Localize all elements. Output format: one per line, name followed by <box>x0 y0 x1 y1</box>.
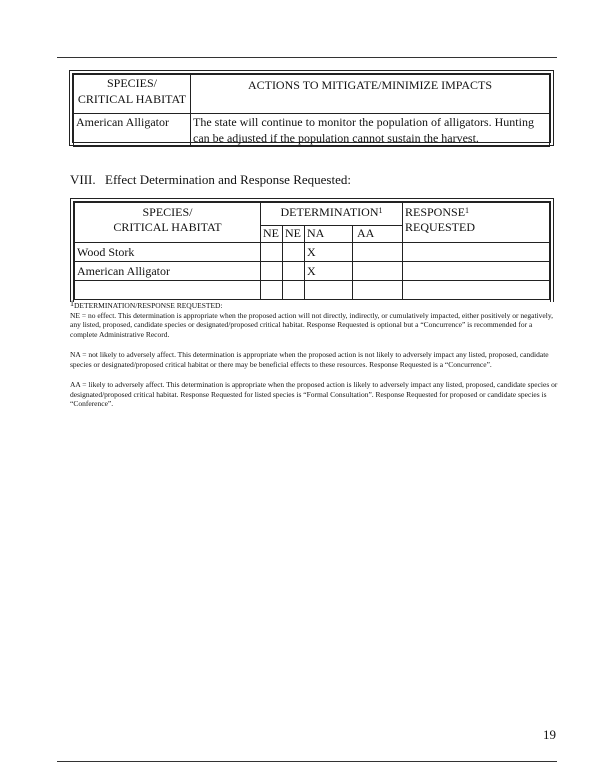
action-cell: The state will continue to monitor the population of alligators. Hunting can be adjusted if the population cannot sustain the harvest. <box>191 114 550 147</box>
aa-cell <box>353 262 403 281</box>
subheader-ne: NE <box>283 226 305 243</box>
species-cell: American Alligator <box>75 262 261 281</box>
aa-cell <box>353 281 403 300</box>
table-row <box>75 243 550 262</box>
aa-cell <box>353 243 403 262</box>
footnote-mark: 1 <box>378 206 383 215</box>
page-number: 19 <box>543 727 556 742</box>
na-cell: X <box>305 243 353 262</box>
ne-cell <box>261 281 283 300</box>
determination-header: DETERMINATION <box>280 205 379 219</box>
subheader-na: NA <box>305 226 353 243</box>
response-cell <box>403 281 550 300</box>
notes-label: 1DETERMINATION/RESPONSE REQUESTED: <box>70 299 223 310</box>
ne-cell <box>283 281 305 300</box>
species-header-line2: CRITICAL HABITAT <box>113 220 222 234</box>
na-cell: X <box>305 262 353 281</box>
section-title: Effect Determination and Response Requested: <box>105 172 351 187</box>
species-cell: Wood Stork <box>75 243 261 262</box>
top-rule <box>57 57 557 58</box>
ne-cell <box>261 243 283 262</box>
mitigation-table <box>69 70 554 146</box>
determination-header-cell <box>261 203 403 226</box>
table-row <box>74 114 550 147</box>
response-cell <box>403 243 550 262</box>
bottom-rule <box>57 761 557 762</box>
ne-cell <box>261 262 283 281</box>
determination-notes <box>70 301 560 420</box>
actions-header-cell: ACTIONS TO MITIGATE/MINIMIZE IMPACTS <box>191 75 550 114</box>
note-na: NA = not likely to adversely affect. This determination is appropriate when the proposed action is not likely to adversely impact any listed, proposed, candidate species or designated/proposed critical habitat or there may be beneficial effects to these resources. Response Requested is a “Concurrence”. <box>70 350 549 369</box>
subheader-ne: NE <box>261 226 283 243</box>
note-ne: NE = no effect. This determination is appropriate when the proposed action will not directly, indirectly, or cumulatively impacted, either positively or negatively, any listed, proposed, candidate species or designated/proposed critical habitat. Response Requested is optional but a “Concurrence” is recommended for a complete Administrative Record. <box>70 310 553 339</box>
response-cell <box>403 262 550 281</box>
mitigation-table-header <box>74 75 550 114</box>
response-header-cell <box>403 203 550 243</box>
determination-table-header <box>75 203 550 226</box>
note-aa: AA = likely to adversely affect. This determination is appropriate when the proposed action is likely to adversely impact any listed, proposed, candidate species or designated/proposed critical habitat. Response Requested for listed species is “Formal Consultation”. Response Requested for proposed or candidate species is “Conference”. <box>70 380 558 408</box>
ne-cell <box>283 243 305 262</box>
species-header-cell <box>74 75 191 114</box>
table-row <box>75 281 550 300</box>
species-header-line1: SPECIES/ <box>142 205 193 219</box>
response-header-line2: REQUESTED <box>405 220 475 234</box>
species-cell <box>75 281 261 300</box>
footnote-mark: 1 <box>465 206 470 215</box>
footnote-mark: 1 <box>70 299 74 308</box>
na-cell <box>305 281 353 300</box>
section-heading <box>70 172 351 188</box>
section-number: VIII. <box>70 172 96 187</box>
table-row <box>75 262 550 281</box>
ne-cell <box>283 262 305 281</box>
species-header-cell <box>75 203 261 243</box>
subheader-aa: AA <box>353 226 403 243</box>
determination-table <box>70 198 554 302</box>
species-header-line2: CRITICAL HABITAT <box>77 92 187 106</box>
species-header-line1: SPECIES/ <box>106 76 157 90</box>
species-cell: American Alligator <box>74 114 191 147</box>
response-header-line1: RESPONSE <box>405 205 466 219</box>
